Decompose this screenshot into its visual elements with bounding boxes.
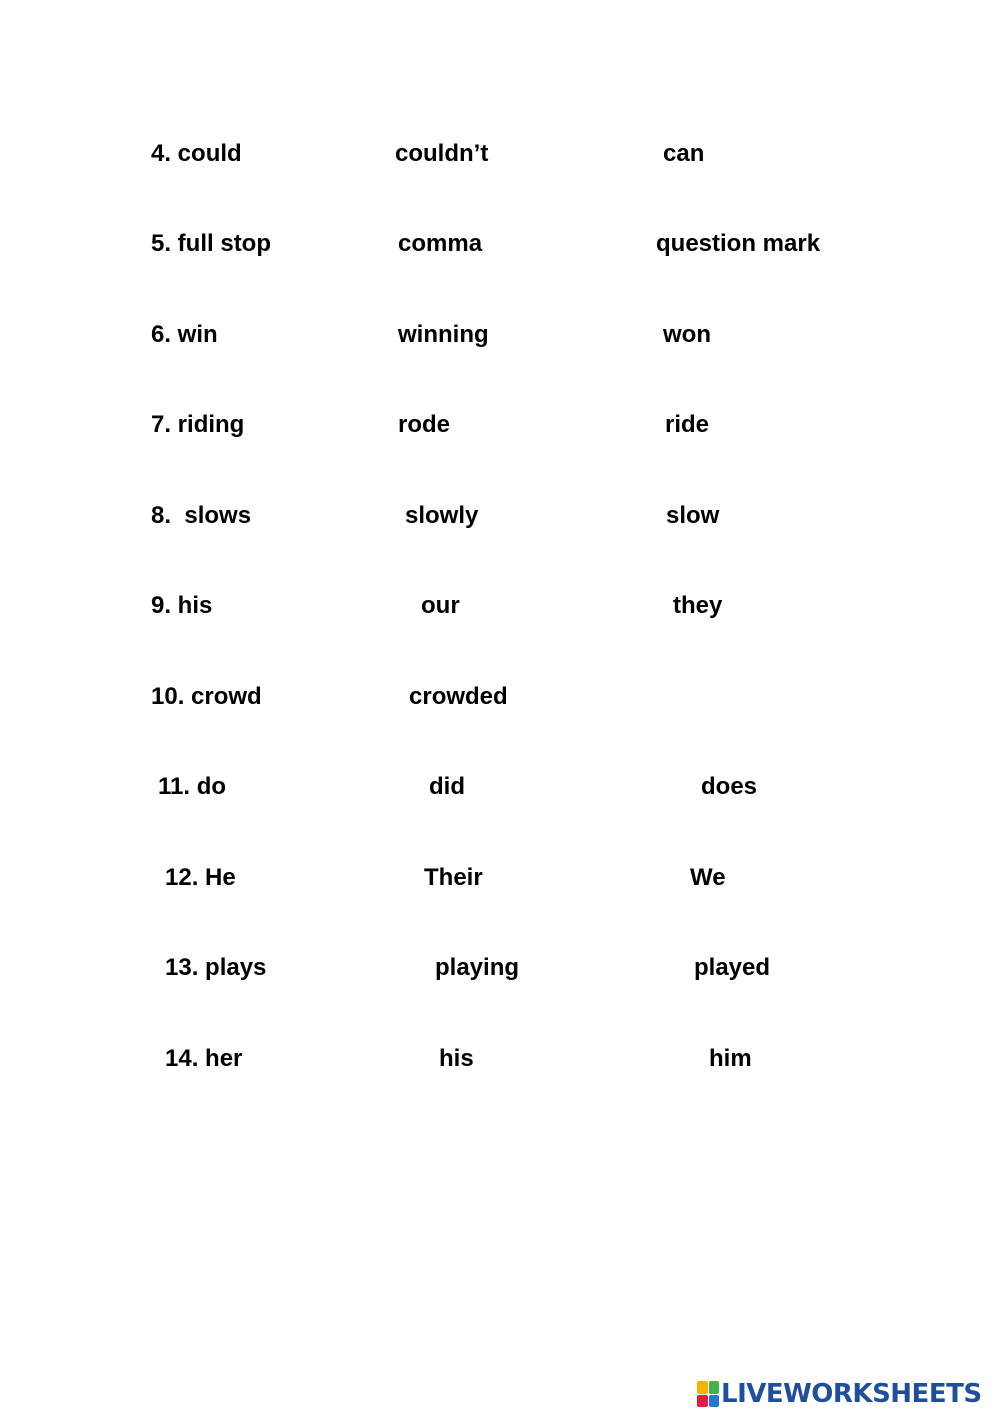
worksheet-row-5: [0, 229, 1000, 269]
worksheet-row-13: [0, 953, 1000, 993]
row-9-option-2: our: [421, 592, 460, 619]
row-4-option-3: can: [663, 140, 705, 167]
row-11-option-1: 11. do: [158, 773, 227, 800]
row-14-option-3: him: [709, 1045, 752, 1072]
worksheet-row-14: [0, 1044, 1000, 1084]
row-6-option-3: won: [663, 321, 711, 348]
worksheet-row-9: [0, 591, 1000, 631]
worksheet-row-10: [0, 682, 1000, 722]
row-7-option-3: ride: [665, 411, 710, 438]
row-9-option-3: they: [673, 592, 723, 619]
row-8-option-1: 8. slows: [151, 502, 252, 529]
row-9-option-1: 9. his: [151, 592, 213, 619]
worksheet-row-12: [0, 863, 1000, 903]
worksheet-row-7: [0, 410, 1000, 450]
row-11-option-3: does: [701, 773, 758, 800]
row-7-option-1: 7. riding: [151, 411, 245, 438]
row-13-option-3: played: [694, 954, 771, 981]
row-4-option-2: couldn’t: [395, 140, 489, 167]
row-14-option-2: his: [439, 1045, 474, 1072]
worksheet-row-6: [0, 320, 1000, 360]
worksheet-row-4: [0, 139, 1000, 179]
worksheet-row-8: [0, 501, 1000, 541]
worksheet-row-11: [0, 772, 1000, 812]
row-10-option-2: crowded: [409, 683, 508, 710]
row-8-option-3: slow: [666, 502, 720, 529]
row-10-option-1: 10. crowd: [151, 683, 262, 710]
row-5-option-1: 5. full stop: [151, 230, 271, 257]
liveworksheets-logo-icon: [697, 1381, 719, 1407]
row-5-option-3: question mark: [656, 230, 821, 257]
row-5-option-2: comma: [398, 230, 483, 257]
row-12-option-3: We: [690, 864, 726, 891]
row-13-option-1: 13. plays: [165, 954, 267, 981]
liveworksheets-brand: [697, 1377, 982, 1411]
row-6-option-2: winning: [398, 321, 489, 348]
brand-wordmark: LIVEWORKSHEETS: [721, 1379, 982, 1409]
row-7-option-2: rode: [398, 411, 451, 438]
row-12-option-2: Their: [424, 864, 483, 891]
row-4-option-1: 4. could: [151, 140, 242, 167]
row-14-option-1: 14. her: [165, 1045, 243, 1072]
row-11-option-2: did: [429, 773, 465, 800]
row-8-option-2: slowly: [405, 502, 479, 529]
row-13-option-2: playing: [435, 954, 520, 981]
row-6-option-1: 6. win: [151, 321, 218, 348]
row-12-option-1: 12. He: [165, 864, 236, 891]
